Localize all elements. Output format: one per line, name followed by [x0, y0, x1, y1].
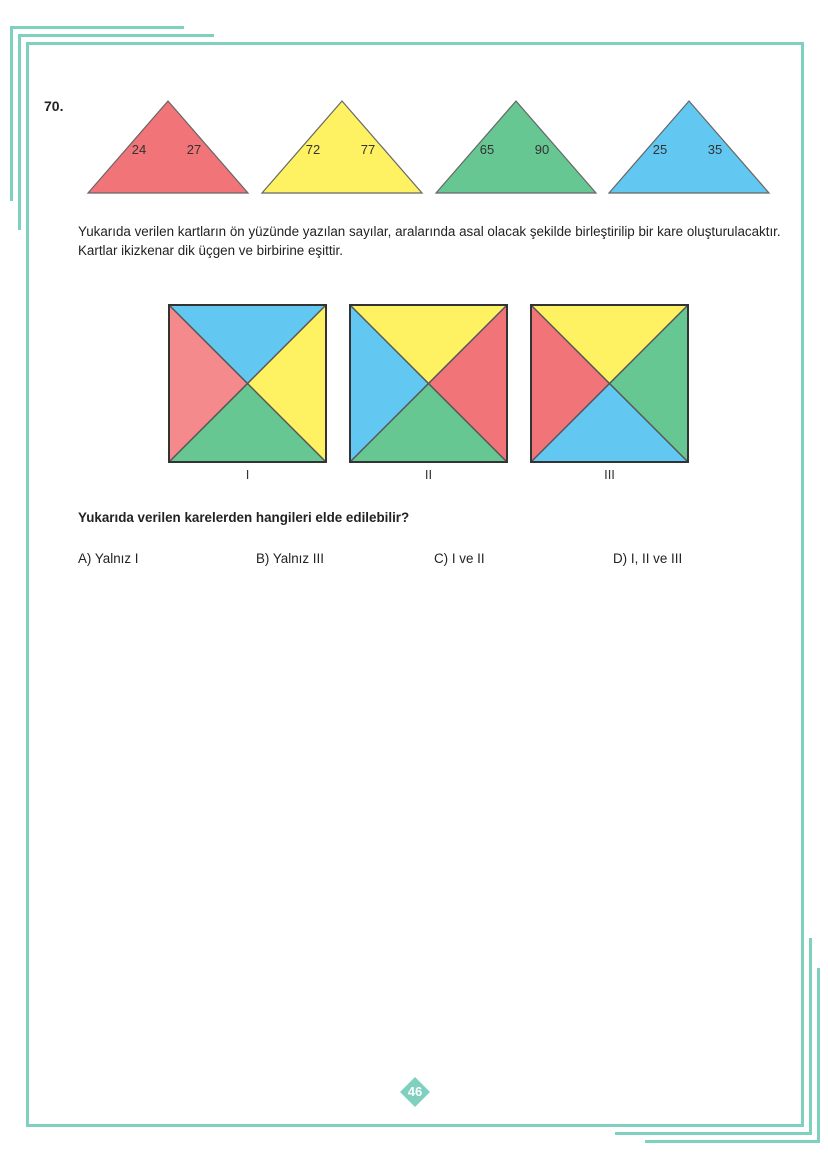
card-shape: [88, 101, 248, 193]
page-number: 46: [407, 1084, 423, 1099]
question-number: 70.: [44, 98, 64, 114]
square-option-II: [350, 305, 507, 482]
option-c[interactable]: C) I ve II: [434, 551, 485, 566]
deco-line: [817, 968, 820, 1143]
question-stem: Yukarıda verilen kartların ön yüzünde yazılan sayılar, aralarında asal olacak şekilde birleştirilip bir kare oluşturulacaktır. Kartlar ikizkenar dik üçgen ve birbirine eşittir.: [78, 224, 781, 258]
card-number-right: 27: [186, 142, 202, 157]
card-shape: [262, 101, 422, 193]
card-shape: [436, 101, 596, 193]
card-number-left: 25: [652, 142, 668, 157]
square-label: II: [424, 467, 433, 482]
card-number-right: 77: [360, 142, 376, 157]
card-number-right: 90: [534, 142, 550, 157]
question-text: Yukarıda verilen karelerden hangileri elde edilebilir?: [78, 510, 410, 525]
square-label: I: [245, 467, 250, 482]
frame-bottom: [26, 1124, 804, 1127]
option-a[interactable]: A) Yalnız I: [78, 551, 139, 566]
deco-line: [809, 938, 812, 1135]
square-option-III: [531, 305, 688, 482]
triangle-card: [88, 101, 248, 193]
card-shape: [609, 101, 769, 193]
card-number-left: 72: [305, 142, 321, 157]
square-label: III: [604, 467, 615, 482]
card-number-left: 24: [131, 142, 147, 157]
triangle-card: [609, 101, 769, 193]
option-b[interactable]: B) Yalnız III: [256, 551, 324, 566]
deco-line: [615, 1132, 812, 1135]
card-number-right: 35: [707, 142, 723, 157]
triangle-card: [262, 101, 422, 193]
option-d[interactable]: D) I, II ve III: [613, 551, 683, 566]
triangle-card: [436, 101, 596, 193]
square-option-I: [169, 305, 326, 482]
deco-line: [645, 1140, 820, 1143]
card-number-left: 65: [479, 142, 495, 157]
